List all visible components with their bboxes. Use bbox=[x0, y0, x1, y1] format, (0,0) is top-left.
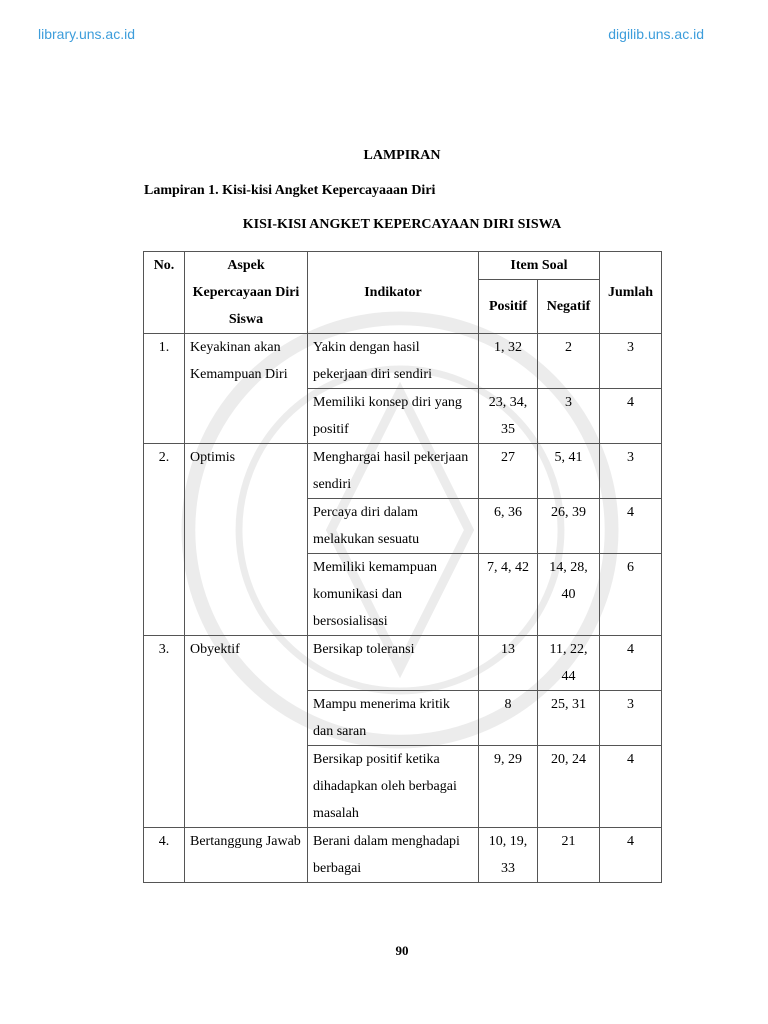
header-positif: Positif bbox=[479, 280, 538, 334]
group-number: 2. bbox=[144, 444, 185, 636]
header-item-soal: Item Soal bbox=[479, 252, 600, 280]
jumlah-cell: 6 bbox=[600, 554, 662, 636]
header-aspek: Aspek Kepercayaan Diri Siswa bbox=[185, 252, 308, 334]
jumlah-cell: 3 bbox=[600, 691, 662, 746]
header-no: No. bbox=[144, 252, 185, 334]
indikator-cell: Bersikap positif ketika dihadapkan oleh berbagai masalah bbox=[308, 746, 479, 828]
jumlah-cell: 4 bbox=[600, 389, 662, 444]
indikator-cell: Memiliki konsep diri yang positif bbox=[308, 389, 479, 444]
group-aspek: Keyakinan akan Kemampuan Diri bbox=[185, 334, 308, 444]
negatif-cell: 11, 22, 44 bbox=[538, 636, 600, 691]
negatif-cell: 21 bbox=[538, 828, 600, 883]
indikator-cell: Percaya diri dalam melakukan sesuatu bbox=[308, 499, 479, 554]
header-jumlah: Jumlah bbox=[600, 252, 662, 334]
group-number: 4. bbox=[144, 828, 185, 883]
indikator-cell: Menghargai hasil pekerjaan sendiri bbox=[308, 444, 479, 499]
header-negatif: Negatif bbox=[538, 280, 600, 334]
positif-cell: 10, 19, 33 bbox=[479, 828, 538, 883]
negatif-cell: 20, 24 bbox=[538, 746, 600, 828]
negatif-cell: 3 bbox=[538, 389, 600, 444]
positif-cell: 13 bbox=[479, 636, 538, 691]
indikator-cell: Mampu menerima kritik dan saran bbox=[308, 691, 479, 746]
group-aspek: Bertanggung Jawab bbox=[185, 828, 308, 883]
table-row bbox=[144, 636, 662, 691]
jumlah-cell: 3 bbox=[600, 334, 662, 389]
positif-cell: 6, 36 bbox=[479, 499, 538, 554]
positif-cell: 23, 34, 35 bbox=[479, 389, 538, 444]
table-row bbox=[144, 828, 662, 883]
group-number: 1. bbox=[144, 334, 185, 444]
indikator-cell: Memiliki kemampuan komunikasi dan bersosialisasi bbox=[308, 554, 479, 636]
page-number: 90 bbox=[395, 943, 409, 958]
page-title: LAMPIRAN bbox=[363, 148, 441, 163]
positif-cell: 27 bbox=[479, 444, 538, 499]
negatif-cell: 14, 28, 40 bbox=[538, 554, 600, 636]
positif-cell: 1, 32 bbox=[479, 334, 538, 389]
indikator-cell: Bersikap toleransi bbox=[308, 636, 479, 691]
indikator-cell: Yakin dengan hasil pekerjaan diri sendiri bbox=[308, 334, 479, 389]
appendix-subtitle: Lampiran 1. Kisi-kisi Angket Kepercayaaan Diri bbox=[144, 183, 436, 198]
header-right-link[interactable]: digilib.uns.ac.id bbox=[608, 26, 704, 42]
header-indikator: Indikator bbox=[308, 252, 479, 334]
kisi-kisi-table bbox=[143, 251, 662, 883]
jumlah-cell: 4 bbox=[600, 499, 662, 554]
negatif-cell: 5, 41 bbox=[538, 444, 600, 499]
header-left-link[interactable]: library.uns.ac.id bbox=[38, 26, 136, 42]
group-number: 3. bbox=[144, 636, 185, 828]
positif-cell: 9, 29 bbox=[479, 746, 538, 828]
negatif-cell: 2 bbox=[538, 334, 600, 389]
group-aspek: Optimis bbox=[185, 444, 308, 636]
jumlah-cell: 4 bbox=[600, 636, 662, 691]
jumlah-cell: 4 bbox=[600, 828, 662, 883]
positif-cell: 8 bbox=[479, 691, 538, 746]
jumlah-cell: 4 bbox=[600, 746, 662, 828]
indikator-cell: Berani dalam menghadapi berbagai bbox=[308, 828, 479, 883]
table-title: KISI-KISI ANGKET KEPERCAYAAN DIRI SISWA bbox=[242, 217, 562, 232]
jumlah-cell: 3 bbox=[600, 444, 662, 499]
positif-cell: 7, 4, 42 bbox=[479, 554, 538, 636]
table-row bbox=[144, 334, 662, 389]
table-row bbox=[144, 444, 662, 499]
negatif-cell: 26, 39 bbox=[538, 499, 600, 554]
group-aspek: Obyektif bbox=[185, 636, 308, 828]
negatif-cell: 25, 31 bbox=[538, 691, 600, 746]
